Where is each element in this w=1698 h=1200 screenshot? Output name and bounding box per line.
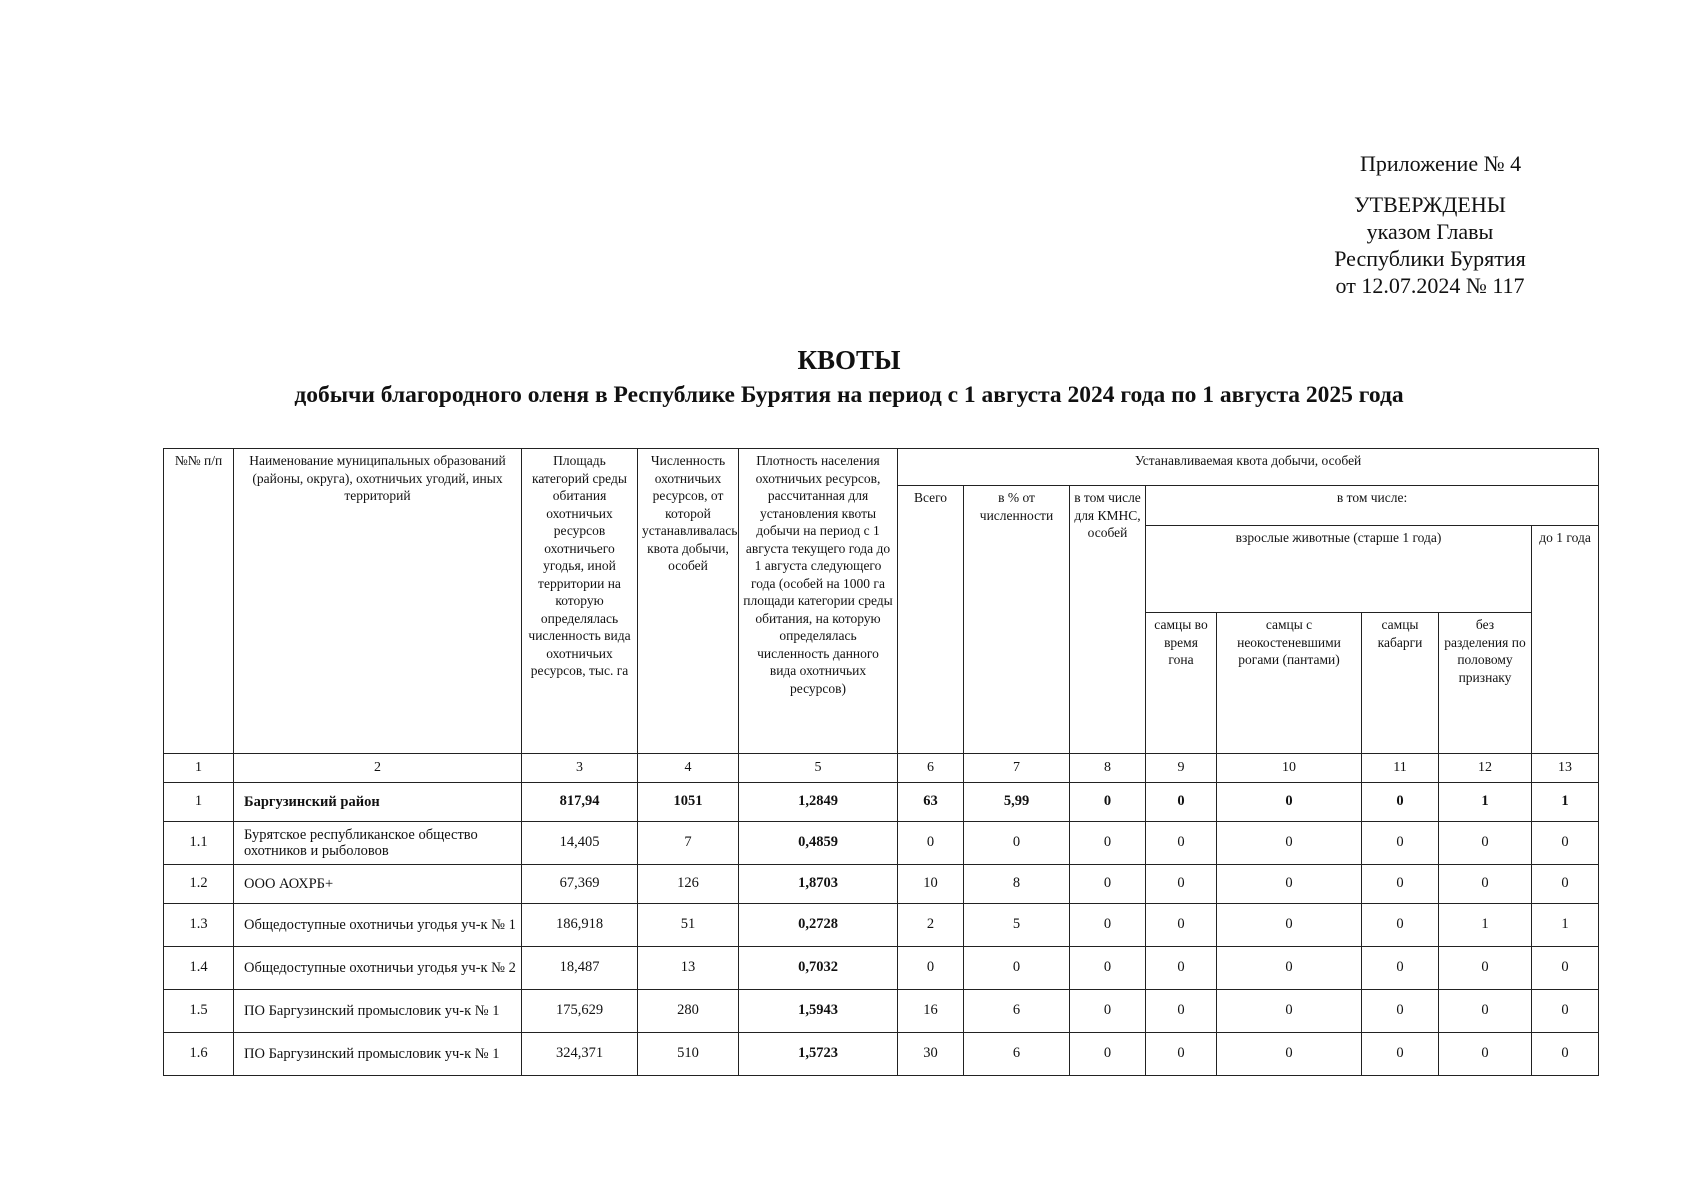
- cell-c11: 0: [1362, 1033, 1439, 1076]
- header-adults: взрослые животные (старше 1 года): [1146, 526, 1532, 613]
- cell-area: 186,918: [522, 904, 638, 947]
- approved-label: УТВЕРЖДЕНЫ: [1354, 192, 1506, 217]
- cell-kmns: 0: [1070, 904, 1146, 947]
- table-row: [164, 822, 1599, 865]
- cell-n: 1.6: [164, 1033, 234, 1076]
- cell-c12: 1: [1439, 904, 1532, 947]
- table-row: [164, 783, 1599, 822]
- cell-n: 1.4: [164, 947, 234, 990]
- cell-total: 63: [898, 783, 964, 822]
- header-young: до 1 года: [1532, 526, 1599, 754]
- cell-count: 126: [638, 865, 739, 904]
- header-quota: Устанавливаемая квота добычи, особей: [898, 449, 1599, 486]
- cell-count: 510: [638, 1033, 739, 1076]
- cell-c12: 0: [1439, 947, 1532, 990]
- cell-n: 1.2: [164, 865, 234, 904]
- appendix-number: Приложение № 4: [1360, 151, 1522, 176]
- cell-area: 175,629: [522, 990, 638, 1033]
- table-row: [164, 947, 1599, 990]
- cell-n: 1.5: [164, 990, 234, 1033]
- cell-c9: 0: [1146, 904, 1217, 947]
- cell-name: Баргузинский район: [234, 783, 522, 822]
- cell-count: 1051: [638, 783, 739, 822]
- col-number: 10: [1217, 754, 1362, 783]
- cell-pct: 0: [964, 947, 1070, 990]
- cell-c10: 0: [1217, 783, 1362, 822]
- cell-pct: 6: [964, 1033, 1070, 1076]
- col-number: 12: [1439, 754, 1532, 783]
- cell-name: ООО АОХРБ+: [234, 865, 522, 904]
- cell-n: 1: [164, 783, 234, 822]
- cell-c12: 0: [1439, 822, 1532, 865]
- cell-total: 16: [898, 990, 964, 1033]
- quota-table: [163, 448, 1599, 1076]
- header-total: Всего: [898, 486, 964, 754]
- table-row: [164, 990, 1599, 1033]
- col-number: 11: [1362, 754, 1439, 783]
- cell-c13: 0: [1532, 822, 1599, 865]
- cell-c9: 0: [1146, 865, 1217, 904]
- document-title: КВОТЫ: [797, 345, 901, 375]
- cell-area: 18,487: [522, 947, 638, 990]
- cell-kmns: 0: [1070, 865, 1146, 904]
- cell-density: 1,5943: [739, 990, 898, 1033]
- cell-area: 67,369: [522, 865, 638, 904]
- approved-line-4: от 12.07.2024 № 117: [1335, 273, 1525, 298]
- cell-kmns: 0: [1070, 1033, 1146, 1076]
- cell-c9: 0: [1146, 947, 1217, 990]
- approved-line-2: указом Главы: [1366, 219, 1494, 244]
- cell-c11: 0: [1362, 947, 1439, 990]
- cell-c12: 1: [1439, 783, 1532, 822]
- cell-c10: 0: [1217, 990, 1362, 1033]
- col-number: 5: [739, 754, 898, 783]
- table-row: [164, 1033, 1599, 1076]
- cell-total: 10: [898, 865, 964, 904]
- cell-total: 0: [898, 822, 964, 865]
- col-number: 9: [1146, 754, 1217, 783]
- col-number: 1: [164, 754, 234, 783]
- cell-c13: 1: [1532, 904, 1599, 947]
- table-row: [164, 865, 1599, 904]
- header-percent: в % от численности: [964, 486, 1070, 754]
- header-num: №№ п/п: [164, 449, 234, 754]
- header-musk: самцы кабарги: [1362, 613, 1439, 754]
- cell-area: 324,371: [522, 1033, 638, 1076]
- header-count: Численность охотничьих ресурсов, от которой устанавливалась квота добычи, особей: [638, 449, 739, 754]
- cell-name: ПО Баргузинский промысловик уч-к № 1: [234, 990, 522, 1033]
- appendix-block: [1250, 150, 1550, 299]
- cell-kmns: 0: [1070, 947, 1146, 990]
- cell-c11: 0: [1362, 904, 1439, 947]
- cell-count: 7: [638, 822, 739, 865]
- cell-c10: 0: [1217, 865, 1362, 904]
- cell-c9: 0: [1146, 1033, 1217, 1076]
- cell-pct: 8: [964, 865, 1070, 904]
- cell-c10: 0: [1217, 1033, 1362, 1076]
- cell-c9: 0: [1146, 990, 1217, 1033]
- cell-c11: 0: [1362, 865, 1439, 904]
- cell-c12: 0: [1439, 1033, 1532, 1076]
- cell-c13: 0: [1532, 990, 1599, 1033]
- cell-c10: 0: [1217, 904, 1362, 947]
- cell-count: 13: [638, 947, 739, 990]
- header-name: Наименование муниципальных образований (районы, округа), охотничьих угодий, иных территорий: [234, 449, 522, 754]
- cell-kmns: 0: [1070, 822, 1146, 865]
- cell-pct: 0: [964, 822, 1070, 865]
- cell-density: 0,2728: [739, 904, 898, 947]
- cell-c9: 0: [1146, 783, 1217, 822]
- cell-c13: 0: [1532, 947, 1599, 990]
- table-row: [164, 904, 1599, 947]
- document-subtitle: добычи благородного оленя в Республике Бурятия на период с 1 августа 2024 года по 1 августа 2025 года: [294, 382, 1404, 408]
- header-rut: самцы во время гона: [1146, 613, 1217, 754]
- col-number: 6: [898, 754, 964, 783]
- cell-c13: 0: [1532, 1033, 1599, 1076]
- cell-c11: 0: [1362, 822, 1439, 865]
- col-number: 8: [1070, 754, 1146, 783]
- header-nosex: без разделения по половому признаку: [1439, 613, 1532, 754]
- cell-name: Общедоступные охотничьи угодья уч-к № 2: [234, 947, 522, 990]
- cell-c13: 1: [1532, 783, 1599, 822]
- approved-line-3: Республики Бурятия: [1334, 246, 1526, 271]
- header-area: Площадь категорий среды обитания охотничьих ресурсов охотничьего угодья, иной территории на которую определялась численность вида охотничьих ресурсов, тыс. га: [522, 449, 638, 754]
- cell-name: Бурятское республиканское общество охотников и рыболовов: [234, 822, 522, 865]
- cell-c11: 0: [1362, 990, 1439, 1033]
- header-antlers: самцы с неокостеневшими рогами (пантами): [1217, 613, 1362, 754]
- cell-total: 30: [898, 1033, 964, 1076]
- cell-area: 14,405: [522, 822, 638, 865]
- cell-density: 1,8703: [739, 865, 898, 904]
- col-number: 7: [964, 754, 1070, 783]
- cell-n: 1.1: [164, 822, 234, 865]
- col-number: 4: [638, 754, 739, 783]
- cell-name: ПО Баргузинский промысловик уч-к № 1: [234, 1033, 522, 1076]
- cell-kmns: 0: [1070, 783, 1146, 822]
- cell-density: 0,7032: [739, 947, 898, 990]
- col-number: 3: [522, 754, 638, 783]
- cell-density: 1,2849: [739, 783, 898, 822]
- header-density: Плотность населения охотничьих ресурсов, рассчитанная для установления квоты добычи на период с 1 августа текущего года до 1 августа следующего года (особей на 1000 га площади категории среды обитания, на которую определялась численность данного вида охотничьих ресурсов): [739, 449, 898, 754]
- cell-total: 0: [898, 947, 964, 990]
- cell-density: 0,4859: [739, 822, 898, 865]
- cell-c10: 0: [1217, 947, 1362, 990]
- cell-density: 1,5723: [739, 1033, 898, 1076]
- cell-c10: 0: [1217, 822, 1362, 865]
- header-including: в том числе:: [1146, 486, 1599, 526]
- cell-count: 280: [638, 990, 739, 1033]
- cell-n: 1.3: [164, 904, 234, 947]
- cell-name: Общедоступные охотничьи угодья уч-к № 1: [234, 904, 522, 947]
- header-kmns: в том числе для КМНС, особей: [1070, 486, 1146, 754]
- cell-pct: 5: [964, 904, 1070, 947]
- column-numbers-row: [164, 754, 1599, 783]
- col-number: 2: [234, 754, 522, 783]
- cell-c13: 0: [1532, 865, 1599, 904]
- cell-c12: 0: [1439, 990, 1532, 1033]
- cell-total: 2: [898, 904, 964, 947]
- cell-c12: 0: [1439, 865, 1532, 904]
- col-number: 13: [1532, 754, 1599, 783]
- cell-pct: 5,99: [964, 783, 1070, 822]
- cell-kmns: 0: [1070, 990, 1146, 1033]
- cell-c11: 0: [1362, 783, 1439, 822]
- cell-pct: 6: [964, 990, 1070, 1033]
- cell-c9: 0: [1146, 822, 1217, 865]
- cell-area: 817,94: [522, 783, 638, 822]
- cell-count: 51: [638, 904, 739, 947]
